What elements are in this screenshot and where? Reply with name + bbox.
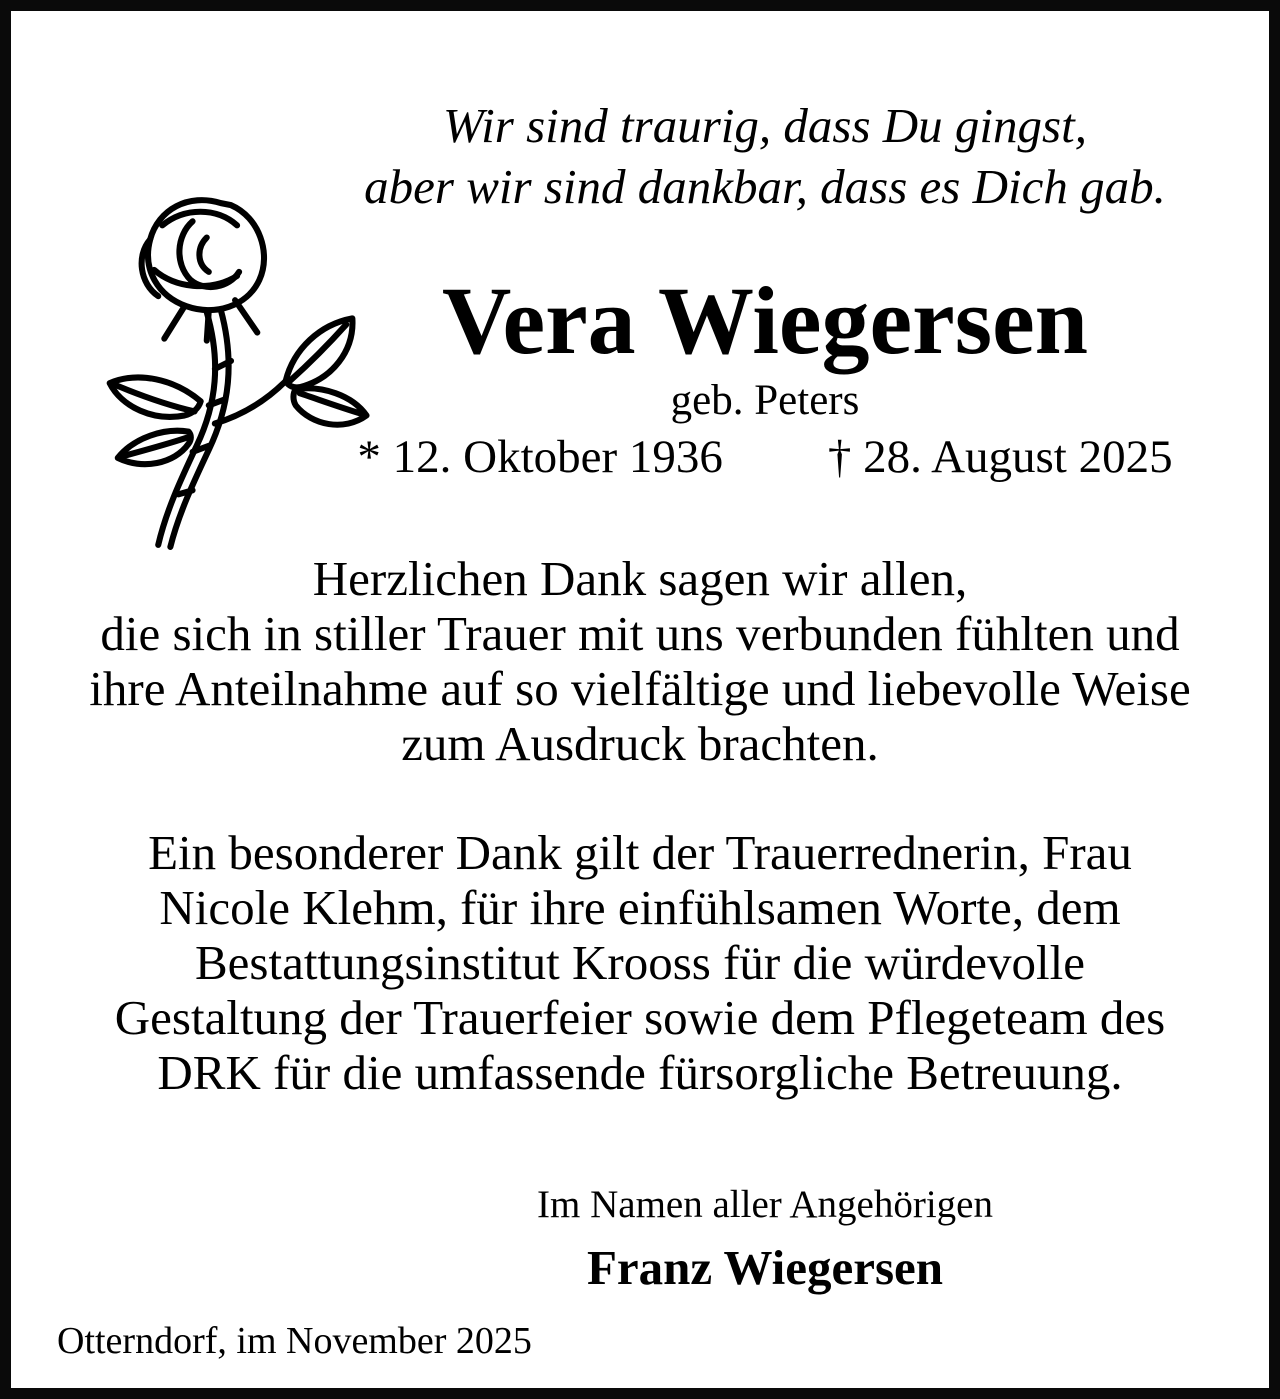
- deceased-name: Vera Wiegersen: [441, 267, 1089, 374]
- death-date: † 28. August 2025: [827, 431, 1173, 483]
- thanks-p2-line: Gestaltung der Trauerfeier sowie dem Pflegeteam des: [114, 990, 1166, 1045]
- birth-date: * 12. Oktober 1936: [357, 431, 723, 483]
- epigraph-line-2: aber wir sind dankbar, dass es Dich gab.: [364, 159, 1166, 214]
- epigraph: [261, 95, 1269, 217]
- thanks-p1-line: Herzlichen Dank sagen wir allen,: [312, 551, 968, 606]
- thanks-paragraph-1: [31, 551, 1249, 771]
- thanks-p2-line: Ein besonderer Dank gilt der Trauerrednerin, Frau: [148, 825, 1132, 880]
- place-date: Otterndorf, im November 2025: [57, 1320, 532, 1362]
- thanks-p1-line: ihre Anteilnahme auf so vielfältige und liebevolle Weise: [89, 661, 1191, 716]
- thanks-p2-line: Nicole Klehm, für ihre einfühlsamen Worte, dem: [159, 880, 1121, 935]
- epigraph-line-1: Wir sind traurig, dass Du gingst,: [443, 98, 1087, 153]
- deceased-header: [261, 267, 1269, 483]
- thanks-paragraph-2: [31, 825, 1249, 1100]
- thanks-p1-line: die sich in stiller Trauer mit uns verbunden fühlten und: [100, 606, 1180, 661]
- thanks-p1-line: zum Ausdruck brachten.: [401, 716, 879, 771]
- maiden-name: geb. Peters: [670, 377, 860, 424]
- thanks-p2-line: Bestattungsinstitut Krooss für die würdevolle: [194, 935, 1086, 990]
- signer-name: Franz Wiegersen: [586, 1240, 944, 1295]
- signature-block: [261, 1183, 1269, 1295]
- thanks-p2-line: DRK für die umfassende fürsorgliche Betreuung.: [157, 1045, 1123, 1100]
- life-dates: [261, 431, 1269, 483]
- on-behalf-text: Im Namen aller Angehörigen: [537, 1183, 993, 1226]
